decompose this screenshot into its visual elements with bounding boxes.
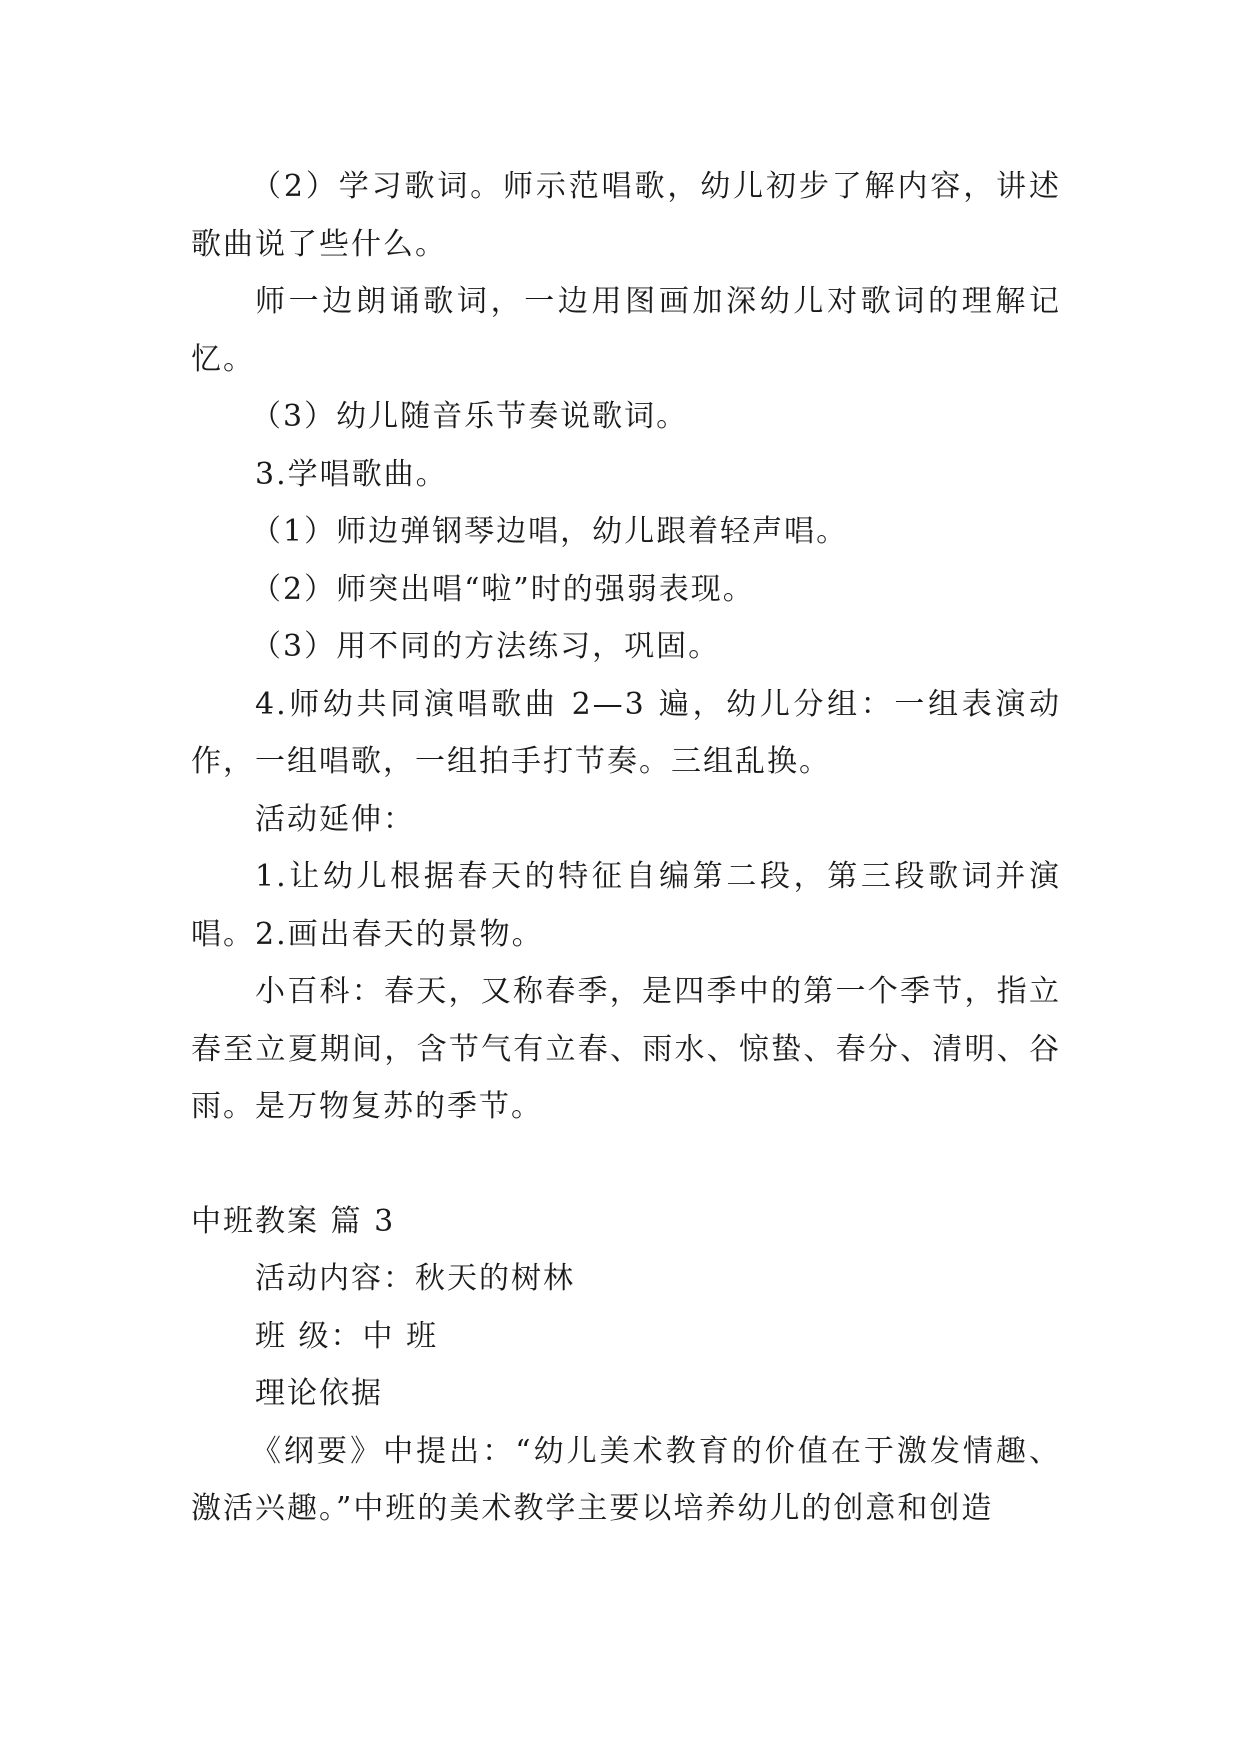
paragraph-outline-quote: 《纲要》中提出：“幼儿美术教育的价值在于激发情趣、激活兴趣。”中班的美术教学主要以培养幼儿的创意和创造: [191, 1433, 1061, 1526]
paragraph-extension-heading: 活动延伸：: [255, 801, 415, 837]
paragraph-activity-content: 活动内容：秋天的树林: [255, 1261, 575, 1296]
section-gap: [191, 1136, 1061, 1193]
section-heading: 中班教案 篇 3: [191, 1203, 396, 1239]
document-body: [191, 158, 1061, 1538]
paragraph-piano-singing: （1）师边弹钢琴边唱，幼儿跟着轻声唱。: [251, 514, 849, 549]
paragraph-group-performance: 4.师幼共同演唱歌曲 2—3 遍，幼儿分组：一组表演动作，一组唱歌，一组拍手打节奏。三组乱换。: [191, 686, 1061, 779]
paragraph-practice: （3）用不同的方法练习，巩固。: [251, 629, 721, 664]
paragraph-teacher-recites: 师一边朗诵歌词，一边用图画加深幼儿对歌词的理解记忆。: [191, 284, 1061, 377]
paragraph-rhythm-lyrics: （3）幼儿随音乐节奏说歌词。: [251, 399, 689, 434]
paragraph-encyclopedia: 小百科：春天，又称春季，是四季中的第一个季节，指立春至立夏期间，含节气有立春、雨水、惊蛰、春分、清明、谷雨。是万物复苏的季节。: [191, 974, 1061, 1124]
paragraph-theory-basis: 理论依据: [255, 1376, 383, 1411]
paragraph-learn-singing: 3.学唱歌曲。: [255, 456, 448, 492]
paragraph-learn-lyrics: （2）学习歌词。师示范唱歌，幼儿初步了解内容，讲述歌曲说了些什么。: [191, 169, 1061, 262]
paragraph-extension-items: 1.让幼儿根据春天的特征自编第二段，第三段歌词并演唱。2.画出春天的景物。: [191, 859, 1061, 952]
paragraph-class-level: 班 级：中 班: [255, 1318, 439, 1354]
paragraph-la-dynamics: （2）师突出唱“啦”时的强弱表现。: [251, 571, 755, 607]
